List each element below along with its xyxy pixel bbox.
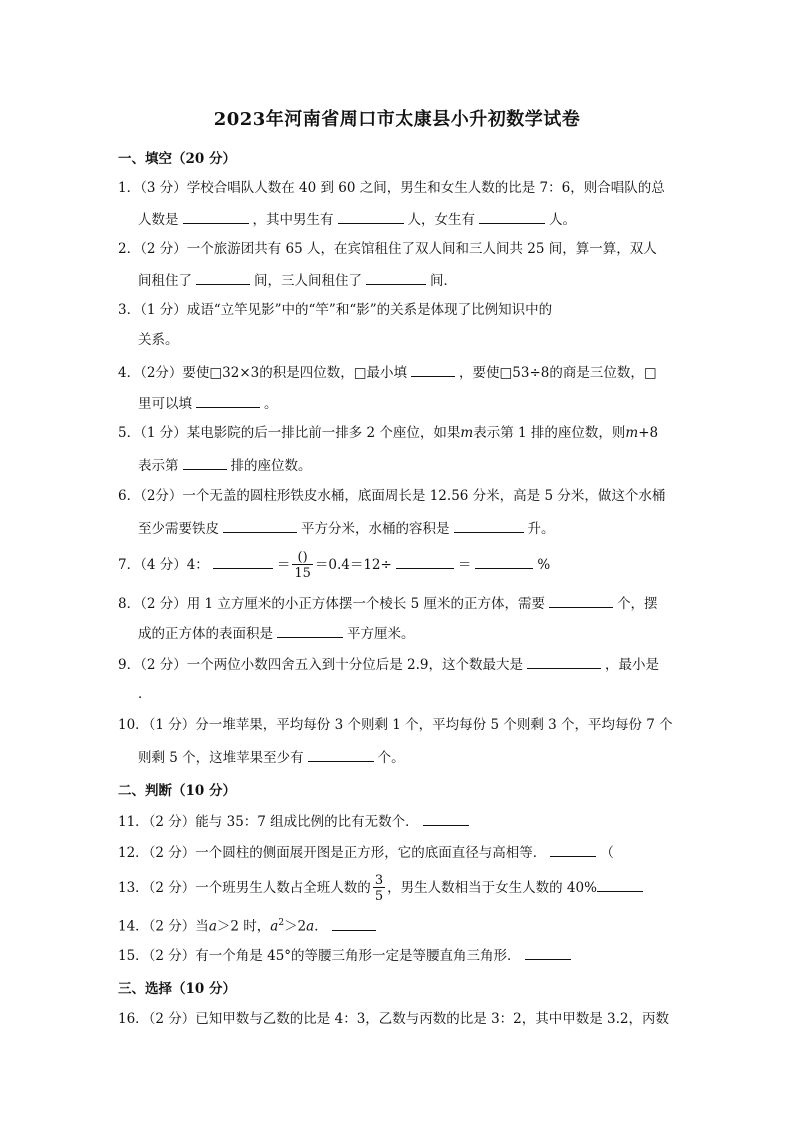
section-multiple-choice: 三、选择（10 分） (118, 981, 236, 997)
question-15: 15．（2 分）有一个角是 45°的等腰三角形一定是等腰直角三角形． (118, 945, 575, 965)
answer-blank[interactable] (366, 270, 426, 285)
question-6-line-1: 6．（2分）一个无盖的圆柱形铁皮水桶，底面周长是 12.56 分米，高是 5 分米，做这个水桶 (118, 488, 666, 504)
question-16-line-1: 16．（2 分）已知甲数与乙数的比是 4：3，乙数与丙数的比是 3：2，其中甲数是 3.2，丙数 (118, 1011, 670, 1027)
answer-blank[interactable] (277, 623, 343, 638)
question-11: 11．（2 分）能与 35：7 组成比例的比有无数个． (118, 811, 473, 831)
question-8-line-1: 8．（2 分）用 1 立方厘米的小正方体摆一个棱长 5 厘米的正方体，需要 个，摆 (118, 593, 658, 613)
answer-blank[interactable] (549, 593, 613, 608)
question-1-line-1: 1．（3 分）学校合唱队人数在 40 到 60 之间，男生和女生人数的比是 7：6，则合唱队的总 (118, 180, 665, 196)
answer-blank[interactable] (308, 747, 374, 762)
answer-blank[interactable] (196, 393, 260, 408)
question-3-line-2: 关系。 (138, 332, 179, 348)
question-8-line-2: 成的正方体的表面积是 平方厘米。 (138, 623, 415, 643)
question-5-line-1: 5．（1 分）某电影院的后一排比前一排多 2 个座位，如果m表示第 1 排的座位数，则m+8 (118, 425, 659, 441)
question-2-line-1: 2．（2 分）一个旅游团共有 65 人，在宾馆租住了双人间和三人间共 25 间，算一算，双人 (118, 241, 657, 257)
answer-blank[interactable] (213, 554, 273, 569)
question-7: 7．（4 分）4： ＝ $\frac{()}{15}$ ＝0.4＝12÷ ＝ % (118, 550, 551, 581)
answer-blank[interactable] (183, 209, 249, 224)
section-fill-blank: 一、填空（20 分） (118, 151, 236, 167)
answer-blank[interactable] (411, 362, 455, 377)
question-13: 13．（2 分）一个班男生人数占全班人数的 $\frac{3}{5}$ ，男生人数相当于女生人数的 40% (118, 874, 647, 903)
question-9-line-2: ． (138, 686, 152, 702)
question-1-line-2: 人数是 ，其中男生有 人，女生有 人。 (138, 209, 576, 229)
answer-blank[interactable] (479, 209, 545, 224)
answer-blank[interactable] (423, 811, 469, 826)
question-4-line-1: 4．（2分）要使□32×3的积是四位数，□最小填 ，要使□53÷8的商是三位数，□ (118, 362, 657, 382)
answer-blank[interactable] (196, 270, 250, 285)
question-3-line-1: 3．（1 分）成语“立竿见影”中的“竿”和“影”的关系是体现了比例知识中的 (118, 302, 553, 318)
question-12: 12．（2 分）一个圆柱的侧面展开图是正方形，它的底面直径与高相等． （ (118, 842, 614, 862)
fraction: $\frac{3}{5}$ (374, 873, 384, 904)
answer-blank[interactable] (332, 916, 376, 931)
answer-blank[interactable] (597, 877, 643, 892)
answer-blank[interactable] (396, 554, 454, 569)
question-2-line-2: 间租住了 间，三人间租住了 间． (138, 270, 457, 290)
question-4-line-2: 里可以填 。 (138, 393, 278, 413)
answer-blank[interactable] (525, 945, 571, 960)
question-14: 14．（2 分）当a＞2 时，$a^2>2a$． (118, 914, 380, 936)
question-10-line-2: 则剩 5 个，这堆苹果至少有 个。 (138, 747, 405, 767)
question-6-line-2: 至少需要铁皮 平方分米，水桶的容积是 升。 (138, 518, 555, 538)
answer-blank[interactable] (475, 554, 533, 569)
answer-blank[interactable] (183, 455, 227, 470)
answer-blank[interactable] (550, 842, 596, 857)
question-5-line-2: 表示第 排的座位数。 (138, 455, 312, 475)
section-true-false: 二、判断（10 分） (118, 783, 236, 799)
answer-blank[interactable] (454, 518, 524, 533)
question-10-line-1: 10．（1 分）分一堆苹果，平均每份 3 个则剩 1 个，平均每份 5 个则剩 3 个，平均每份 7 个 (118, 717, 673, 733)
fraction: $\frac{()}{15}$ (294, 550, 311, 581)
answer-blank[interactable] (338, 209, 404, 224)
answer-blank[interactable] (527, 654, 601, 669)
exam-title: 2023年河南省周口市太康县小升初数学试卷 (213, 109, 581, 130)
question-9-line-1: 9．（2 分）一个两位小数四舍五入到十分位后是 2.9，这个数最大是 ，最小是 (118, 654, 659, 674)
answer-blank[interactable] (223, 518, 297, 533)
